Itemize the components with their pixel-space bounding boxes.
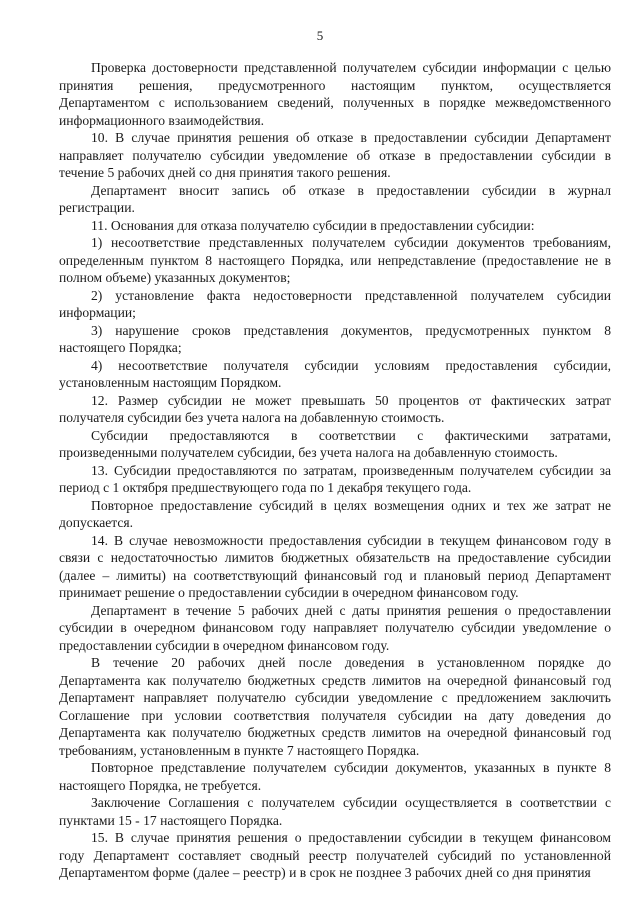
paragraph-line: Проверка достоверности представленной получателем субсидии информации с целью xyxy=(91,60,611,75)
paragraph xyxy=(59,234,611,287)
paragraph xyxy=(59,759,611,794)
page-number: 5 xyxy=(316,28,324,43)
paragraph-line: течение 5 рабочих дней со дня принятия такого решения. xyxy=(59,165,391,180)
paragraph-line: 14. В случае невозможности предоставления субсидии в текущем финансовом году в xyxy=(91,532,611,548)
paragraph-line: предоставлении субсидии в очередном финансовом году. xyxy=(59,637,390,653)
paragraph-line: В течение 20 рабочих дней после доведения в установленном порядке до xyxy=(91,655,611,670)
paragraph-line: настоящего Порядка; xyxy=(59,340,182,355)
paragraph-line: направляет получателю субсидии уведомление об отказе в предоставлении субсидии в xyxy=(59,147,611,163)
paragraph-line: произведенными получателем субсидии, без учета налога на добавленную стоимость. xyxy=(59,445,558,460)
paragraph-line: информации; xyxy=(59,305,136,320)
paragraph-line: принятия решения, предусмотренного настоящим пунктом, осуществляется xyxy=(59,77,611,93)
paragraph-line: 13. Субсидии предоставляются по затратам, произведенным получателем субсидии за xyxy=(91,462,611,478)
paragraph xyxy=(59,462,611,497)
paragraph xyxy=(59,654,611,759)
paragraph xyxy=(59,357,611,392)
paragraph xyxy=(59,392,611,427)
paragraph-line: 12. Размер субсидии не может превышать 50 процентов от фактических затрат xyxy=(91,392,611,408)
paragraph-line: установленным настоящим Порядком. xyxy=(59,375,282,390)
paragraph-line: Департамент направляет получателю субсидии уведомление с предложением заключить xyxy=(59,690,611,705)
paragraph xyxy=(59,217,611,235)
paragraph-line: принимает решение о предоставлении субсидии в очередном финансовом году. xyxy=(59,585,519,600)
paragraph-line: 3) нарушение сроков представления документов, предусмотренных пунктом 8 xyxy=(91,322,611,338)
paragraph-line: регистрации. xyxy=(59,200,135,215)
paragraph-line: полном объеме) указанных документов; xyxy=(59,270,291,285)
paragraph xyxy=(59,497,611,532)
paragraph xyxy=(59,182,611,217)
paragraph-line: определенным пунктом 8 настоящего Порядка, или непредставление (предоставление не в xyxy=(59,252,611,268)
paragraph-line: 15. В случае принятия решения о предоставлении субсидии в текущем финансовом xyxy=(91,830,611,845)
paragraph-line: Департамента как получателю бюджетных средств лимитов на очередной финансовый год xyxy=(59,672,611,688)
paragraph-line: Департамент вносит запись об отказе в предоставлении субсидии в журнал xyxy=(91,182,611,198)
paragraph xyxy=(59,532,611,602)
paragraph-line: Департамента как получателю бюджетных средств лимитов на очередной финансовый год xyxy=(59,725,611,740)
paragraph-line: (далее – лимиты) на соответствующий финансовый год и плановый период Департамент xyxy=(59,567,611,583)
paragraph xyxy=(59,287,611,322)
paragraph-line: Департаментом форме (далее – реестр) и в срок не позднее 3 рабочих дней со дня принятия xyxy=(59,865,591,880)
paragraph-line: Департаментом с использованием сведений, полученных в порядке межведомственного xyxy=(59,95,611,110)
paragraph xyxy=(59,129,611,182)
paragraph-line: получателя субсидии без учета налога на добавленную стоимость. xyxy=(59,410,445,425)
paragraph-line: 1) несоответствие представленных получателем субсидии документов требованиям, xyxy=(91,235,611,250)
paragraph-line: связи с недостаточностью лимитов бюджетных обязательств на предоставление субсидии xyxy=(59,550,611,565)
paragraph-line: Заключение Соглашения с получателем субсидии осуществляется в соответствии с xyxy=(91,795,611,810)
paragraph xyxy=(59,602,611,655)
paragraph-line: Повторное представление получателем субсидии документов, указанных в пункте 8 xyxy=(91,760,611,775)
paragraph xyxy=(59,59,611,129)
paragraph-line: Соглашение при условии соответствия получателя субсидии на дату доведения до xyxy=(59,707,611,723)
paragraph-line: году Департамент составляет сводный реестр получателей субсидий по установленной xyxy=(59,847,611,863)
paragraph xyxy=(59,794,611,829)
paragraph-line: требованиям, установленным в пункте 7 настоящего Порядка. xyxy=(59,742,420,758)
paragraph-line: пунктами 15 - 17 настоящего Порядка. xyxy=(59,812,283,828)
paragraph-line: допускается. xyxy=(59,515,134,530)
paragraph-line: субсидии в очередном финансовом году направляет получателю субсидии уведомление о xyxy=(59,620,611,635)
paragraph-line: 11. Основания для отказа получателю субсидии в предоставлении субсидии: xyxy=(91,217,535,233)
paragraph-line: период с 1 октября предшествующего года по 1 декабря текущего года. xyxy=(59,480,472,495)
paragraph-line: информационного взаимодействия. xyxy=(59,112,265,128)
paragraph xyxy=(59,829,611,882)
paragraph-line: Департамент в течение 5 рабочих дней с даты принятия решения о предоставлении xyxy=(91,602,611,618)
paragraph xyxy=(59,427,611,462)
paragraph-line: 4) несоответствие получателя субсидии условиям предоставления субсидии, xyxy=(91,357,611,373)
paragraph-line: Повторное предоставление субсидий в целях возмещения одних и тех же затрат не xyxy=(91,497,611,513)
paragraph-line: Субсидии предоставляются в соответствии с фактическими затратами, xyxy=(91,427,611,443)
paragraph xyxy=(59,322,611,357)
paragraph-line: настоящего Порядка, не требуется. xyxy=(59,777,262,793)
paragraph-line: 2) установление факта недостоверности представленной получателем субсидии xyxy=(91,287,611,303)
document-body xyxy=(59,59,611,882)
paragraph-line: 10. В случае принятия решения об отказе в предоставлении субсидии Департамент xyxy=(91,130,611,145)
